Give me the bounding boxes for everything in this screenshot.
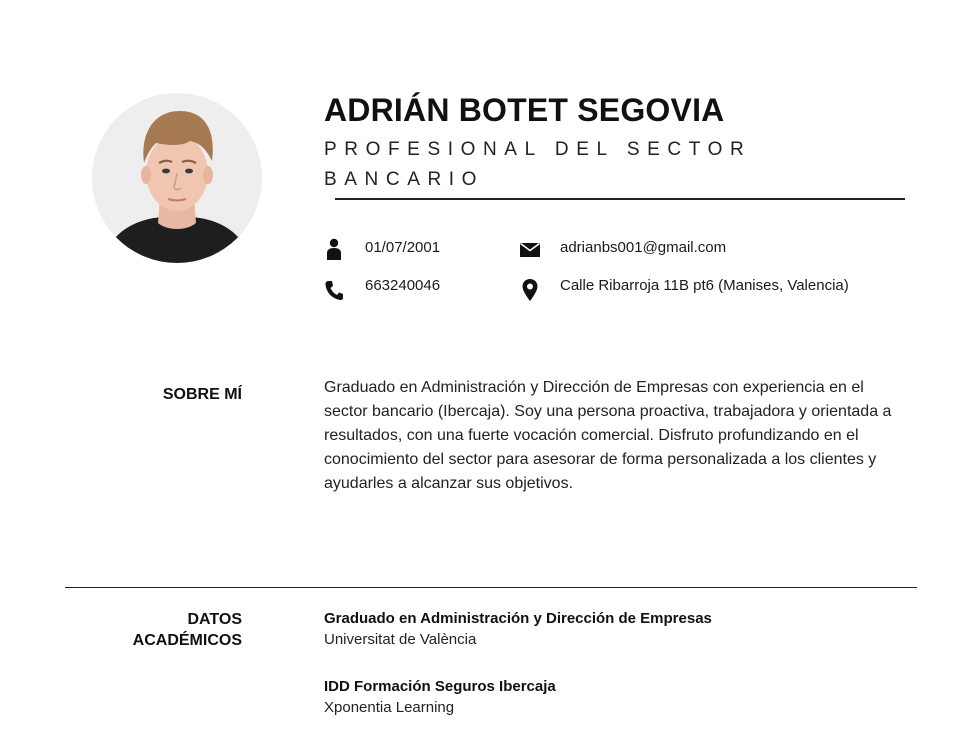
education-item	[324, 677, 924, 718]
contact-email	[520, 238, 726, 262]
contact-phone	[324, 276, 440, 300]
birthdate-value: 01/07/2001	[365, 239, 441, 256]
phone-value: 663240046	[365, 277, 441, 294]
contact-address	[520, 276, 849, 300]
location-pin-icon	[520, 276, 540, 300]
profile-photo-illustration	[92, 93, 262, 263]
profile-photo	[92, 93, 262, 263]
person-icon	[324, 238, 344, 262]
address-value: Calle Ribarroja 11B pt6 (Manises, Valencia)	[560, 277, 849, 294]
education-degree: Graduado en Administración y Dirección de Empresas	[324, 610, 712, 627]
professional-title: PROFESIONAL DEL SECTOR BANCARIO	[324, 139, 752, 190]
education-degree: IDD Formación Seguros Ibercaja	[324, 678, 556, 695]
about-section-label: SOBRE MÍ	[162, 386, 242, 403]
email-value: adrianbs001@gmail.com	[560, 239, 727, 256]
envelope-icon	[520, 238, 540, 262]
about-text: Graduado en Administración y Dirección de Empresas con experiencia en el sector bancario (Ibercaja). Soy una persona proactiva, trabajadora y orientada a resultados, con una fuerte vocación comercial. Disfruto profundizando en el conocimiento del sector para asesorar de forma personalizada a los clientes y ayudarles a alcanzar sus objetivos.	[324, 379, 892, 492]
phone-icon	[324, 276, 344, 300]
education-section-label	[82, 609, 242, 651]
education-school: Xponentia Learning	[324, 699, 455, 716]
education-school: Universitat de València	[324, 631, 477, 648]
contact-birthdate	[324, 238, 440, 262]
section-divider	[65, 587, 917, 588]
education-label-line1: DATOS	[187, 611, 242, 628]
header-divider	[335, 198, 905, 200]
full-name: ADRIÁN BOTET SEGOVIA	[324, 92, 725, 128]
education-label-line2: ACADÉMICOS	[132, 632, 242, 649]
education-item	[324, 609, 924, 650]
